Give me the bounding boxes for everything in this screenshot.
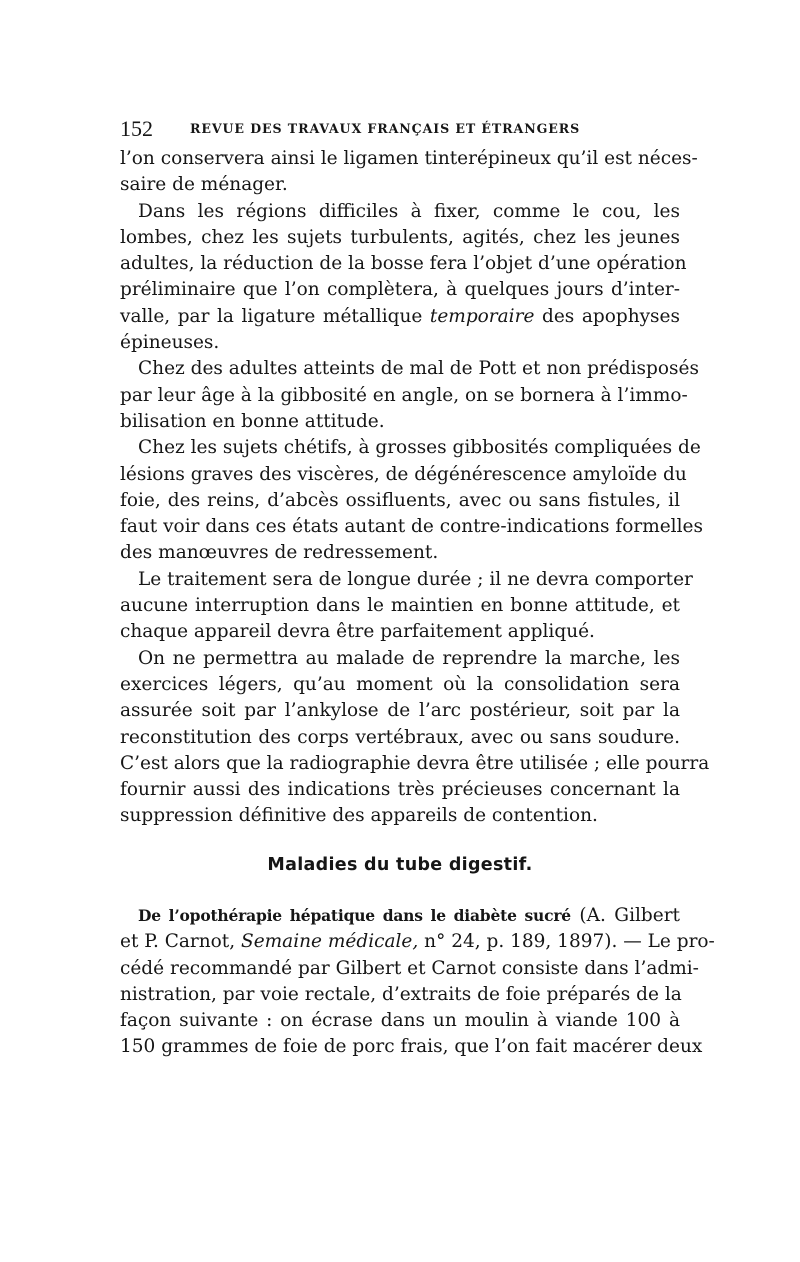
article-title: De l’opothérapie hépatique dans le diabète sucré <box>138 906 571 925</box>
text-line: cédé recommandé par Gilbert et Carnot consiste dans l’admi- <box>120 957 699 979</box>
article-text <box>120 903 715 1061</box>
text-line: exercices légers, qu’au moment où la consolidation sera <box>120 673 680 695</box>
text-line: fournir aussi des indications très précieuses concernant la <box>120 779 680 801</box>
text-run: et P. Carnot, <box>120 931 236 953</box>
text-line: des manœuvres de redressement. <box>120 542 439 564</box>
text-line: C’est alors que la radiographie devra être utilisée ; elle pourra <box>120 752 710 774</box>
text-line: saire de ménager. <box>120 174 288 196</box>
text-line: chaque appareil devra être parfaitement appliqué. <box>120 621 595 643</box>
text-run: valle, par la ligature métallique <box>120 305 423 327</box>
article-title-line <box>120 903 680 929</box>
text-line: par leur âge à la gibbosité en angle, on se bornera à l’immo- <box>120 384 688 406</box>
text-line: nistration, par voie rectale, d’extraits de foie préparés de la <box>120 983 682 1005</box>
text-run: des apophyses <box>541 305 680 327</box>
text-line: On ne permettra au malade de reprendre la marche, les <box>138 647 680 669</box>
text-line: Le traitement sera de longue durée ; il ne devra comporter <box>138 568 693 590</box>
text-line: préliminaire que l’on complètera, à quelques jours d’inter- <box>120 279 680 301</box>
article-reference-line <box>120 929 715 955</box>
text-line: façon suivante : on écrase dans un moulin à viande 100 à <box>120 1010 680 1032</box>
text-line: adultes, la réduction de la bosse fera l’objet d’une opération <box>120 253 687 275</box>
section-title: Maladies du tube digestif. <box>267 855 533 875</box>
page-header <box>120 116 680 144</box>
text-line: lésions graves des viscères, de dégénérescence amyloïde du <box>120 463 687 485</box>
text-line: suppression définitive des appareils de contention. <box>120 805 598 827</box>
text-line: reconstitution des corps vertébraux, avec ou sans soudure. <box>120 726 680 748</box>
text-line-mixed <box>120 304 680 330</box>
text-run: (A. Gilbert <box>579 905 680 926</box>
text-line: faut voir dans ces états autant de contre-indications formelles <box>120 516 703 538</box>
text-line: Chez les sujets chétifs, à grosses gibbosités compliquées de <box>138 437 701 459</box>
body-text <box>120 146 710 830</box>
text-line: 150 grammes de foie de porc frais, que l’on fait macérer deux <box>120 1036 703 1058</box>
page-number: 152 <box>120 116 153 141</box>
text-line: l’on conservera ainsi le ligamen tinterépineux qu’il est néces- <box>120 148 698 169</box>
text-line: foie, des reins, d’abcès ossifluents, avec ou sans fistules, il <box>120 489 680 511</box>
text-line: Dans les régions difficiles à fixer, comme le cou, les <box>138 200 680 222</box>
text-line: épineuses. <box>120 332 220 354</box>
text-line: assurée soit par l’ankylose de l’arc postérieur, soit par la <box>120 700 680 722</box>
text-line: bilisation en bonne attitude. <box>120 410 385 432</box>
journal-name: Semaine médicale, <box>241 931 419 953</box>
italic-word: temporaire <box>429 305 535 327</box>
text-run: n° 24, p. 189, 1897). — Le pro- <box>424 931 715 953</box>
running-title: REVUE DES TRAVAUX FRANÇAIS ET ÉTRANGERS <box>190 121 581 136</box>
text-line: lombes, chez les sujets turbulents, agités, chez les jeunes <box>120 226 680 248</box>
text-line: aucune interruption dans le maintien en bonne attitude, et <box>120 595 680 617</box>
text-line: Chez des adultes atteints de mal de Pott et non prédisposés <box>138 358 699 380</box>
